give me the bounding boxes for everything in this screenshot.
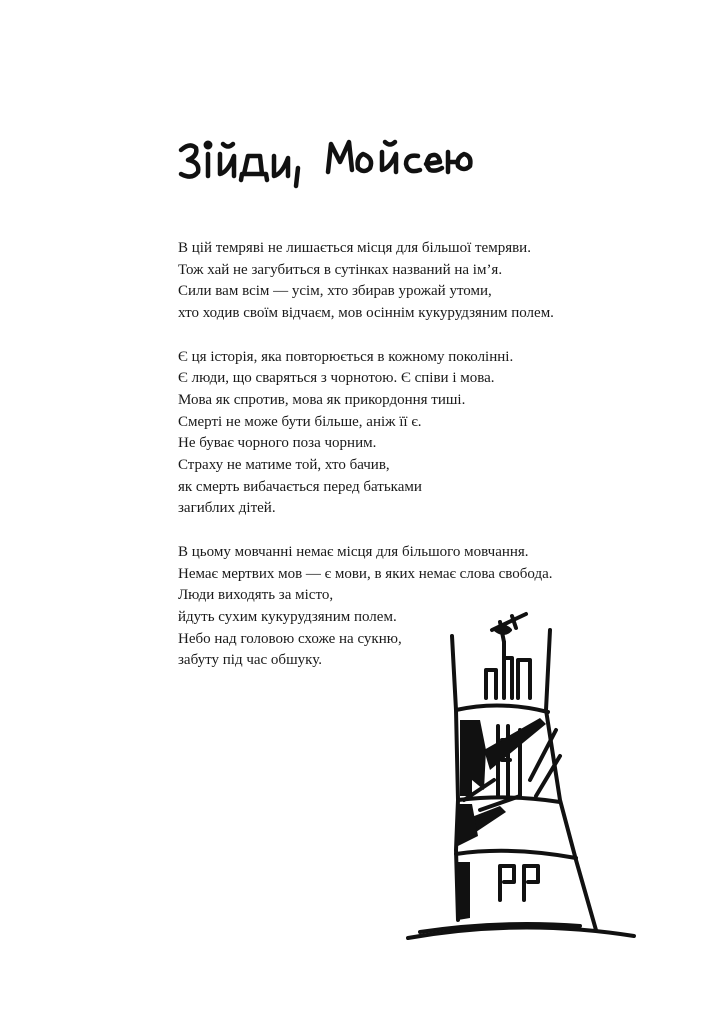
poem-line: як смерть вибачається перед батьками	[178, 478, 422, 495]
poem-line: Не буває чорного поза чорним.	[178, 435, 377, 452]
poem-line: Люди виходять за місто,	[178, 587, 334, 604]
poem-line: йдуть сухим кукурудзяним полем.	[178, 608, 397, 625]
poem-line: Мова як спротив, мова як прикордоння тиші.	[178, 391, 466, 408]
poem-line: Тож хай не загубиться в сутінках названий на ім’я.	[178, 261, 503, 278]
poem-line: Є ця історія, яка повторюється в кожному поколінні.	[178, 348, 514, 365]
poem-line: Смерті не може бути більше, аніж її є.	[178, 413, 422, 430]
poem-line: В цьому мовчанні немає місця для більшого мовчання.	[178, 543, 529, 560]
poem-line: загиблих дітей.	[178, 500, 276, 517]
church-tower-icon	[400, 600, 640, 950]
poem-title-handwritten	[178, 128, 498, 198]
poem-line: Сили вам всім — усім, хто збирав урожай утоми,	[178, 283, 492, 300]
stanza-1	[178, 238, 618, 325]
poem-line: Страху не матиме той, хто бачив,	[178, 457, 390, 474]
poem-line: хто ходив своїм відчаєм, мов осіннім кукурудзяним полем.	[178, 305, 554, 322]
stanza-2	[178, 347, 618, 521]
poem-line: забуту під час обшуку.	[178, 652, 322, 669]
poem-line: Немає мертвих мов — є мови, в яких немає слова свобода.	[178, 565, 553, 582]
poem-line: Є люди, що сваряться з чорнотою. Є співи і мова.	[178, 370, 495, 387]
poem-line: В цій темряві не лишається місця для більшої темряви.	[178, 240, 531, 256]
poem-line: Небо над головою схоже на сукню,	[178, 630, 402, 647]
